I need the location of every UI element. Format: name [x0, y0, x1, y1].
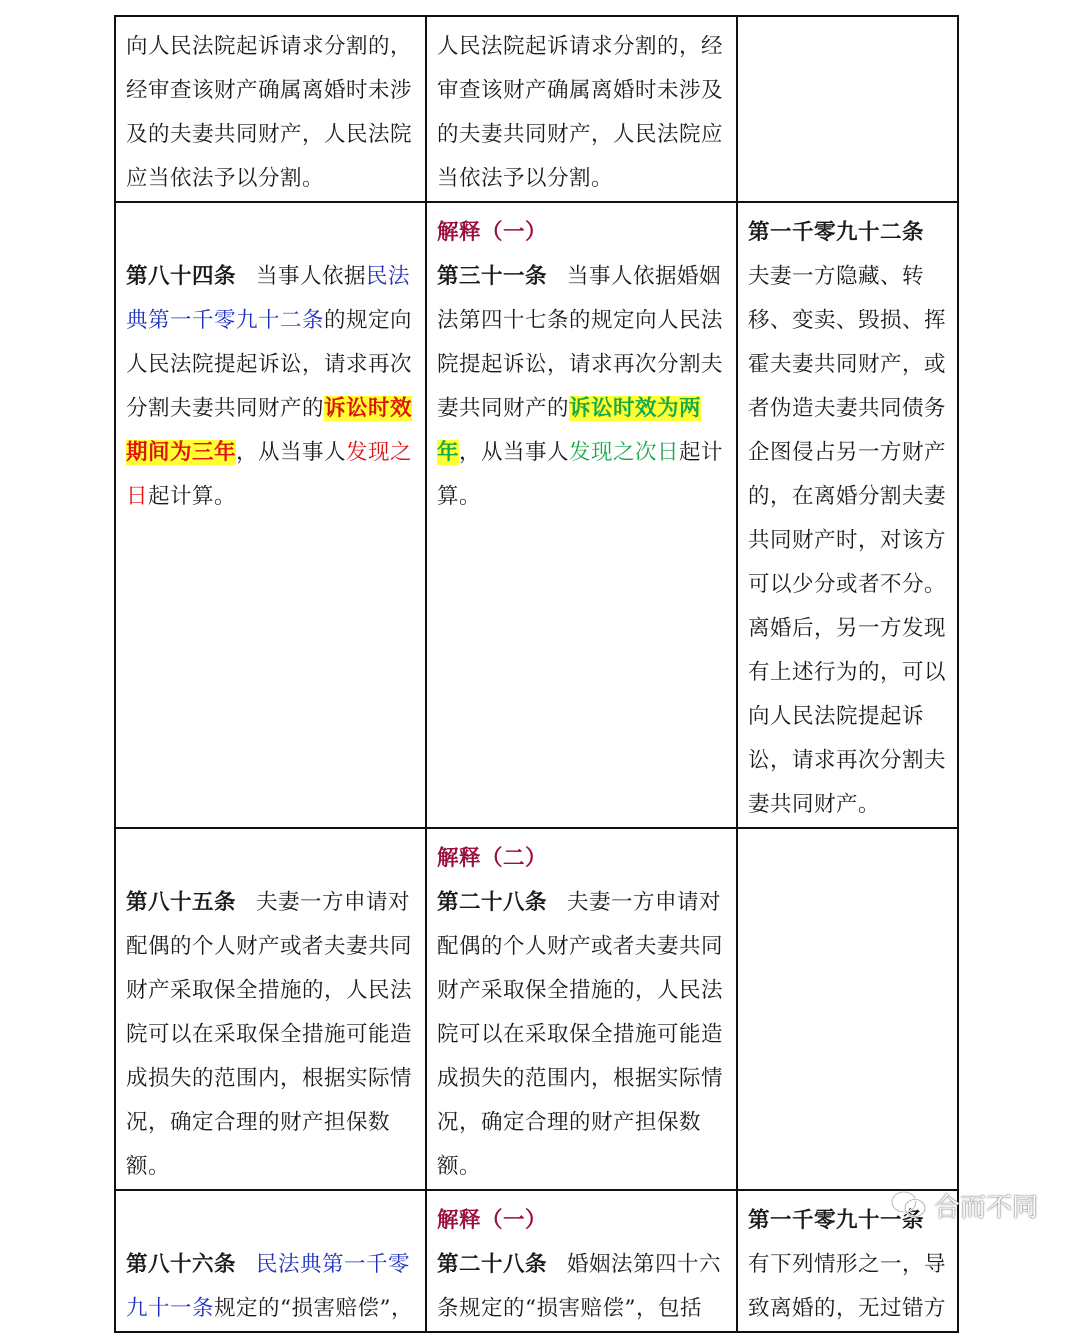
civil-code-reference: 民法典第一千零九十二条 — [126, 264, 411, 333]
interpretation-label: 解释（一） — [437, 220, 548, 245]
article-number: 第八十四条 — [126, 264, 237, 289]
interpretation-label: 解释（一） — [437, 1208, 548, 1233]
civil-code-reference: 民法典第一千零九十一条 — [126, 1252, 411, 1321]
cell-civil-code — [737, 16, 958, 202]
cell-article-1092: 第一千零九十二条 夫妻一方隐藏、转移、变卖、毁损、挥霍夫妻共同财产，或者伪造夫妻共同债务企图侵占另一方财产的，在离婚分割夫妻共同财产时，对该方可以少分或者不分。离婚后，另一方发现有上述行为的，可以向人民法院提起诉讼，请求再次分割夫妻共同财产。 — [737, 202, 958, 828]
cell-article-28: 解释（二） 第二十八条 夫妻一方申请对配偶的个人财产或者夫妻共同财产采取保全措施的，人民法院可以在采取保全措施可能造成损失的范围内，根据实际情况，确定合理的财产担保数额。 — [426, 828, 737, 1190]
table-row — [115, 202, 958, 828]
cell-old-interpretation: 人民法院起诉请求分割的，经审查该财产确属离婚时未涉及的夫妻共同财产，人民法院应当依法予以分割。 — [426, 16, 737, 202]
wechat-icon — [890, 1189, 928, 1221]
watermark — [890, 1185, 1038, 1225]
green-emphasis: 发现之次日 — [569, 440, 680, 465]
cell-article-84: 第八十四条 当事人依据民法典第一千零九十二条的规定向人民法院提起诉讼，请求再次分割夫妻共同财产的诉讼时效期间为三年，从当事人发现之日起计算。 — [115, 202, 426, 828]
cell-article-85: 第八十五条 夫妻一方申请对配偶的个人财产或者夫妻共同财产采取保全措施的，人民法院可以在采取保全措施可能造成损失的范围内，根据实际情况，确定合理的财产担保数额。 — [115, 828, 426, 1190]
watermark-text: 合而不同 — [934, 1192, 1039, 1223]
table-row — [115, 1190, 958, 1332]
article-number: 第一千零九十二条 — [748, 220, 925, 245]
article-number: 第二十八条 — [437, 1252, 548, 1277]
cell-civil-code-interpretation: 向人民法院起诉请求分割的，经审查该财产确属离婚时未涉及的夫妻共同财产，人民法院应当依法予以分割。 — [115, 16, 426, 202]
article-number: 第八十六条 — [126, 1252, 237, 1277]
article-number: 第一千零九十一条 — [748, 1208, 925, 1233]
highlighted-limitation-period: 诉讼时效期间为三年 — [126, 396, 413, 465]
cell-empty — [737, 828, 958, 1190]
red-emphasis: 发现之日 — [126, 440, 413, 509]
table-row — [115, 828, 958, 1190]
cell-article-1091: 第一千零九十一条 有下列情形之一，导致离婚的，无过错方 — [737, 1190, 958, 1332]
article-number: 第八十五条 — [126, 890, 237, 915]
cell-article-86: 第八十六条 民法典第一千零九十一条规定的“损害赔偿”， — [115, 1190, 426, 1332]
article-number: 第三十一条 — [437, 264, 548, 289]
interpretation-label: 解释（二） — [437, 846, 548, 871]
article-number: 第二十八条 — [437, 890, 548, 915]
highlighted-limitation-period: 诉讼时效为两年 — [437, 396, 702, 465]
cell-article-31: 解释（一） 第三十一条 当事人依据婚姻法第四十七条的规定向人民法院提起诉讼，请求再次分割夫妻共同财产的诉讼时效为两年，从当事人发现之次日起计算。 — [426, 202, 737, 828]
cell-article-28-old: 解释（一） 第二十八条 婚姻法第四十六条规定的“损害赔偿”，包括 — [426, 1190, 737, 1332]
table-row — [115, 16, 958, 202]
law-comparison-table — [114, 15, 959, 1333]
